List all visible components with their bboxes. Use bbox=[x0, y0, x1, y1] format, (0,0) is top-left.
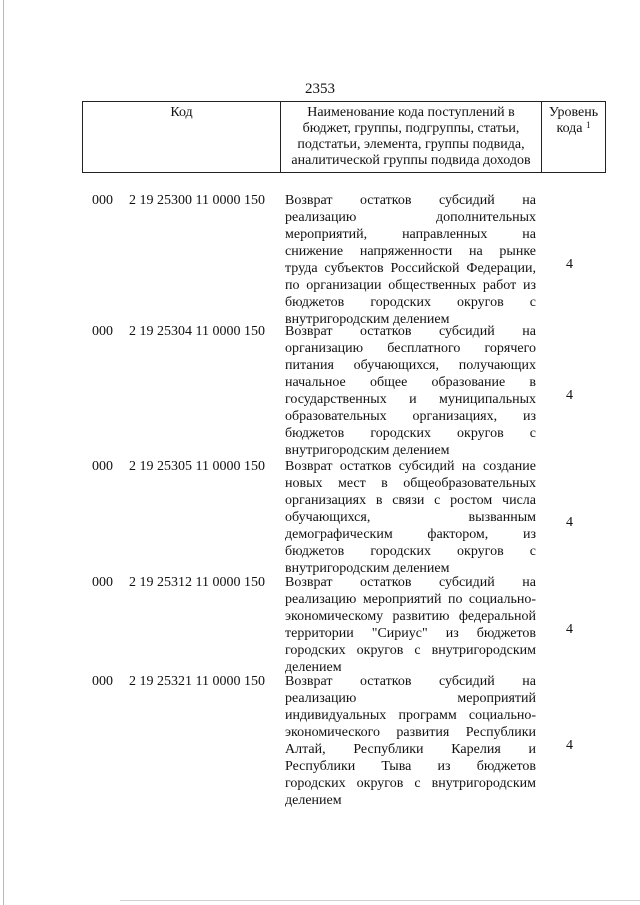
revenue-code: 2 19 25305 11 0000 150 bbox=[129, 459, 265, 474]
revenue-name-line: начальное общее образование в bbox=[285, 375, 536, 390]
header-name-line: бюджет, группы, подгруппы, статьи, bbox=[302, 121, 520, 136]
revenue-name-line: Возврат остатков субсидий на bbox=[285, 575, 536, 590]
header-code: Код bbox=[82, 102, 281, 172]
revenue-name bbox=[285, 323, 536, 459]
revenue-name-line: внутригородским делением bbox=[285, 443, 450, 458]
revenue-name-line: Алтай, Республики Карелия и bbox=[285, 742, 536, 757]
revenue-name-line: делением bbox=[285, 660, 342, 675]
code-level: 4 bbox=[566, 515, 573, 530]
revenue-name-line: по организации общественных работ из bbox=[285, 278, 536, 293]
header-name bbox=[281, 102, 541, 172]
revenue-name-line: Возврат остатков субсидий на создание bbox=[285, 459, 536, 474]
page-edge-bottom bbox=[120, 900, 640, 901]
admin-code: 000 bbox=[92, 193, 113, 208]
revenue-name-line: бюджетов городских округов с bbox=[285, 544, 536, 559]
revenue-name-line: снижение напряженности на рынке bbox=[285, 244, 536, 259]
revenue-name-line: внутригородским делением bbox=[285, 561, 450, 576]
revenue-name-line: образовательных организациях, из bbox=[285, 409, 536, 424]
revenue-name-line: бюджетов городских округов с bbox=[285, 426, 536, 441]
revenue-name-line: труда субъектов Российской Федерации, bbox=[285, 261, 536, 276]
table-header bbox=[82, 101, 606, 173]
revenue-code: 2 19 25304 11 0000 150 bbox=[129, 324, 265, 339]
code-level: 4 bbox=[566, 738, 573, 753]
revenue-name-line: делением bbox=[285, 793, 342, 808]
footnote-mark: 1 bbox=[586, 120, 591, 130]
admin-code: 000 bbox=[92, 324, 113, 339]
revenue-name-line: мероприятий, направленных на bbox=[285, 227, 536, 242]
header-level-text: кода bbox=[556, 121, 583, 136]
header-level-line bbox=[542, 121, 605, 137]
admin-code: 000 bbox=[92, 459, 113, 474]
header-name-line: Наименование кода поступлений в bbox=[307, 105, 515, 120]
revenue-name-line: территории "Сириус" из бюджетов bbox=[285, 626, 536, 641]
revenue-name-line: демографическим фактором, из bbox=[285, 527, 536, 542]
revenue-name bbox=[285, 673, 536, 809]
revenue-name-line: экономического развития Республики bbox=[285, 725, 536, 740]
header-name-line: подстатьи, элемента, группы подвида, bbox=[297, 137, 525, 152]
revenue-name-line: Возврат остатков субсидий на bbox=[285, 674, 536, 689]
header-level-line: Уровень bbox=[548, 105, 599, 120]
revenue-name-line: внутригородским делением bbox=[285, 312, 450, 327]
revenue-name-line: питания обучающихся, получающих bbox=[285, 358, 536, 373]
revenue-name-line: Возврат остатков субсидий на bbox=[285, 193, 536, 208]
header-level bbox=[541, 102, 606, 172]
revenue-name bbox=[285, 458, 536, 577]
revenue-name-line: реализацию мероприятий bbox=[285, 691, 536, 706]
page-edge-left bbox=[3, 0, 4, 905]
revenue-name-line: организацию бесплатного горячего bbox=[285, 341, 536, 356]
revenue-code: 2 19 25312 11 0000 150 bbox=[129, 575, 265, 590]
revenue-name-line: реализацию дополнительных bbox=[285, 210, 536, 225]
revenue-code: 2 19 25321 11 0000 150 bbox=[129, 674, 265, 689]
revenue-name-line: реализацию мероприятий по социально- bbox=[285, 592, 536, 607]
revenue-code: 2 19 25300 11 0000 150 bbox=[129, 193, 265, 208]
revenue-name-line: Возврат остатков субсидий на bbox=[285, 324, 536, 339]
revenue-name-line: экономическому развитию федеральной bbox=[285, 609, 536, 624]
revenue-name-line: городских округов с внутригородским bbox=[285, 643, 536, 658]
admin-code: 000 bbox=[92, 674, 113, 689]
revenue-name-line: Республики Тыва из бюджетов bbox=[285, 759, 536, 774]
revenue-name-line: городских округов с внутригородским bbox=[285, 776, 536, 791]
revenue-name-line: индивидуальных программ социально- bbox=[285, 708, 536, 723]
revenue-name bbox=[285, 192, 536, 328]
code-level: 4 bbox=[566, 388, 573, 403]
header-name-line: аналитической группы подвида доходов bbox=[291, 153, 531, 168]
revenue-name-line: новых мест в общеобразовательных bbox=[285, 476, 536, 491]
revenue-name-line: бюджетов городских округов с bbox=[285, 295, 536, 310]
code-level: 4 bbox=[566, 257, 573, 272]
revenue-name bbox=[285, 574, 536, 676]
code-level: 4 bbox=[566, 622, 573, 637]
revenue-name-line: обучающихся, вызванным bbox=[285, 510, 536, 525]
admin-code: 000 bbox=[92, 575, 113, 590]
page-number: 2353 bbox=[305, 81, 335, 97]
revenue-name-line: государственных и муниципальных bbox=[285, 392, 536, 407]
revenue-name-line: организациях в связи с ростом числа bbox=[285, 493, 536, 508]
